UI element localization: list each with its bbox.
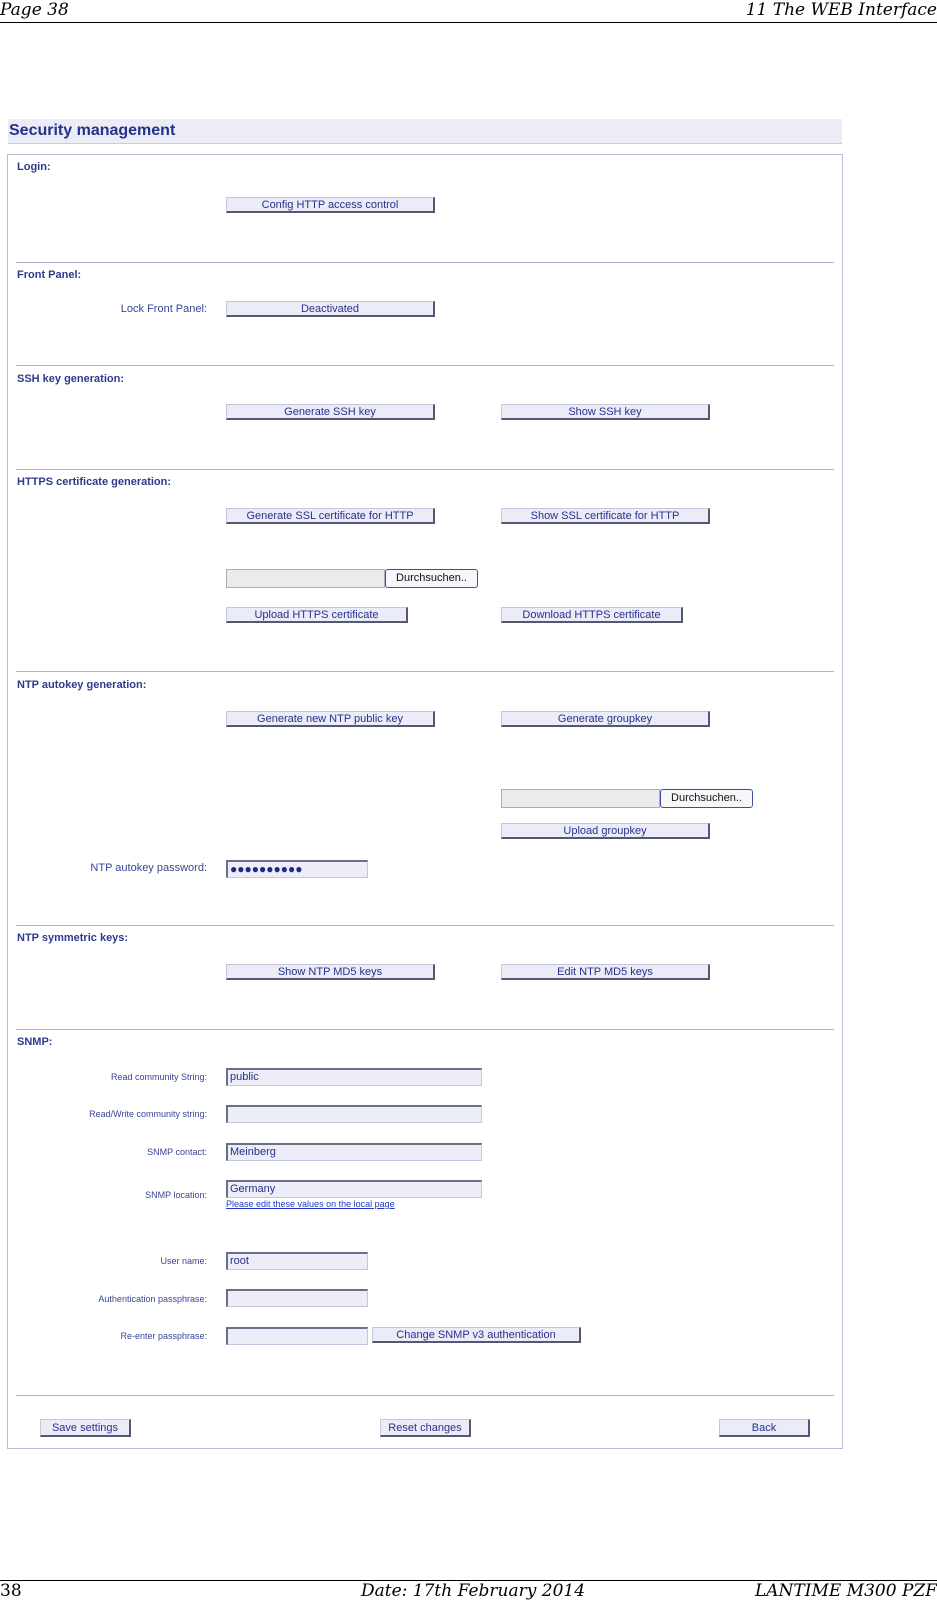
show-ntp-md5-keys-button[interactable]: Show NTP MD5 keys bbox=[226, 964, 435, 980]
read-community-input[interactable]: public bbox=[226, 1068, 482, 1086]
title-bar bbox=[8, 119, 842, 144]
auth-passphrase-input[interactable] bbox=[226, 1289, 368, 1307]
show-ssh-key-button[interactable]: Show SSH key bbox=[501, 404, 710, 420]
generate-ntp-public-key-button[interactable]: Generate new NTP public key bbox=[226, 711, 435, 727]
config-http-access-button[interactable]: Config HTTP access control bbox=[226, 197, 435, 213]
read-community-label: Read community String: bbox=[110, 1072, 207, 1082]
snmp-contact-label: SNMP contact: bbox=[147, 1147, 207, 1157]
edit-ntp-md5-keys-button[interactable]: Edit NTP MD5 keys bbox=[501, 964, 710, 980]
page-title: Security management bbox=[9, 122, 176, 139]
section-divider bbox=[16, 469, 834, 470]
https-heading: HTTPS certificate generation: bbox=[17, 476, 172, 488]
https-browse-button[interactable]: Durchsuchen.. bbox=[385, 569, 478, 588]
footer-date: Date: 17th February 2014 bbox=[361, 1581, 586, 1601]
page-label: Page 38 bbox=[0, 0, 69, 20]
login-heading: Login: bbox=[17, 161, 51, 173]
snmp-location-label: SNMP location: bbox=[145, 1190, 207, 1200]
ntp-autokey-password-input[interactable]: ●●●●●●●●●● bbox=[226, 860, 368, 878]
snmp-contact-input[interactable]: Meinberg bbox=[226, 1143, 482, 1161]
section-divider bbox=[16, 1395, 834, 1396]
snmp-location-input[interactable]: Germany bbox=[226, 1180, 482, 1198]
footer-page-number: 38 bbox=[0, 1581, 22, 1601]
section-divider bbox=[16, 1029, 834, 1030]
auth-passphrase-label: Authentication passphrase: bbox=[98, 1294, 207, 1304]
ntp-autokey-password-label: NTP autokey password: bbox=[90, 862, 207, 874]
ntp-symmetric-heading: NTP symmetric keys: bbox=[17, 932, 129, 944]
section-divider bbox=[16, 262, 834, 263]
ssh-heading: SSH key generation: bbox=[17, 373, 124, 385]
ntp-autokey-heading: NTP autokey generation: bbox=[17, 679, 147, 691]
generate-ssl-cert-button[interactable]: Generate SSL certificate for HTTP bbox=[226, 508, 435, 524]
show-ssl-cert-button[interactable]: Show SSL certificate for HTTP bbox=[501, 508, 710, 524]
upload-https-cert-button[interactable]: Upload HTTPS certificate bbox=[226, 607, 408, 623]
download-https-cert-button[interactable]: Download HTTPS certificate bbox=[501, 607, 683, 623]
lock-front-panel-label: Lock Front Panel: bbox=[120, 303, 207, 315]
upload-groupkey-button[interactable]: Upload groupkey bbox=[501, 823, 710, 839]
section-divider bbox=[16, 671, 834, 672]
reenter-passphrase-input[interactable] bbox=[226, 1327, 368, 1345]
groupkey-browse-button[interactable]: Durchsuchen.. bbox=[660, 789, 753, 808]
lock-front-panel-button[interactable]: Deactivated bbox=[226, 301, 435, 317]
generate-groupkey-button[interactable]: Generate groupkey bbox=[501, 711, 710, 727]
reenter-passphrase-label: Re-enter passphrase: bbox=[120, 1331, 207, 1341]
back-button[interactable]: Back bbox=[719, 1419, 810, 1437]
section-divider bbox=[16, 925, 834, 926]
section-divider bbox=[16, 365, 834, 366]
chapter-label: 11 The WEB Interface bbox=[745, 0, 937, 20]
document-page-footer bbox=[0, 1580, 937, 1603]
document-page-header bbox=[0, 0, 937, 23]
change-snmp-v3-auth-button[interactable]: Change SNMP v3 authentication bbox=[372, 1327, 581, 1343]
rw-community-label: Read/Write community string: bbox=[89, 1109, 207, 1119]
footer-product: LANTIME M300 PZF bbox=[754, 1581, 937, 1601]
reset-changes-button[interactable]: Reset changes bbox=[380, 1419, 471, 1437]
front-panel-heading: Front Panel: bbox=[17, 269, 82, 281]
save-settings-button[interactable]: Save settings bbox=[40, 1419, 131, 1437]
generate-ssh-key-button[interactable]: Generate SSH key bbox=[226, 404, 435, 420]
user-name-label: User name: bbox=[160, 1256, 207, 1266]
groupkey-file-input[interactable] bbox=[501, 789, 660, 808]
edit-local-page-link[interactable]: Please edit these values on the local page bbox=[226, 1199, 395, 1209]
user-name-input[interactable]: root bbox=[226, 1252, 368, 1270]
https-cert-file-input[interactable] bbox=[226, 569, 385, 588]
rw-community-input[interactable] bbox=[226, 1105, 482, 1123]
snmp-heading: SNMP: bbox=[17, 1036, 53, 1048]
